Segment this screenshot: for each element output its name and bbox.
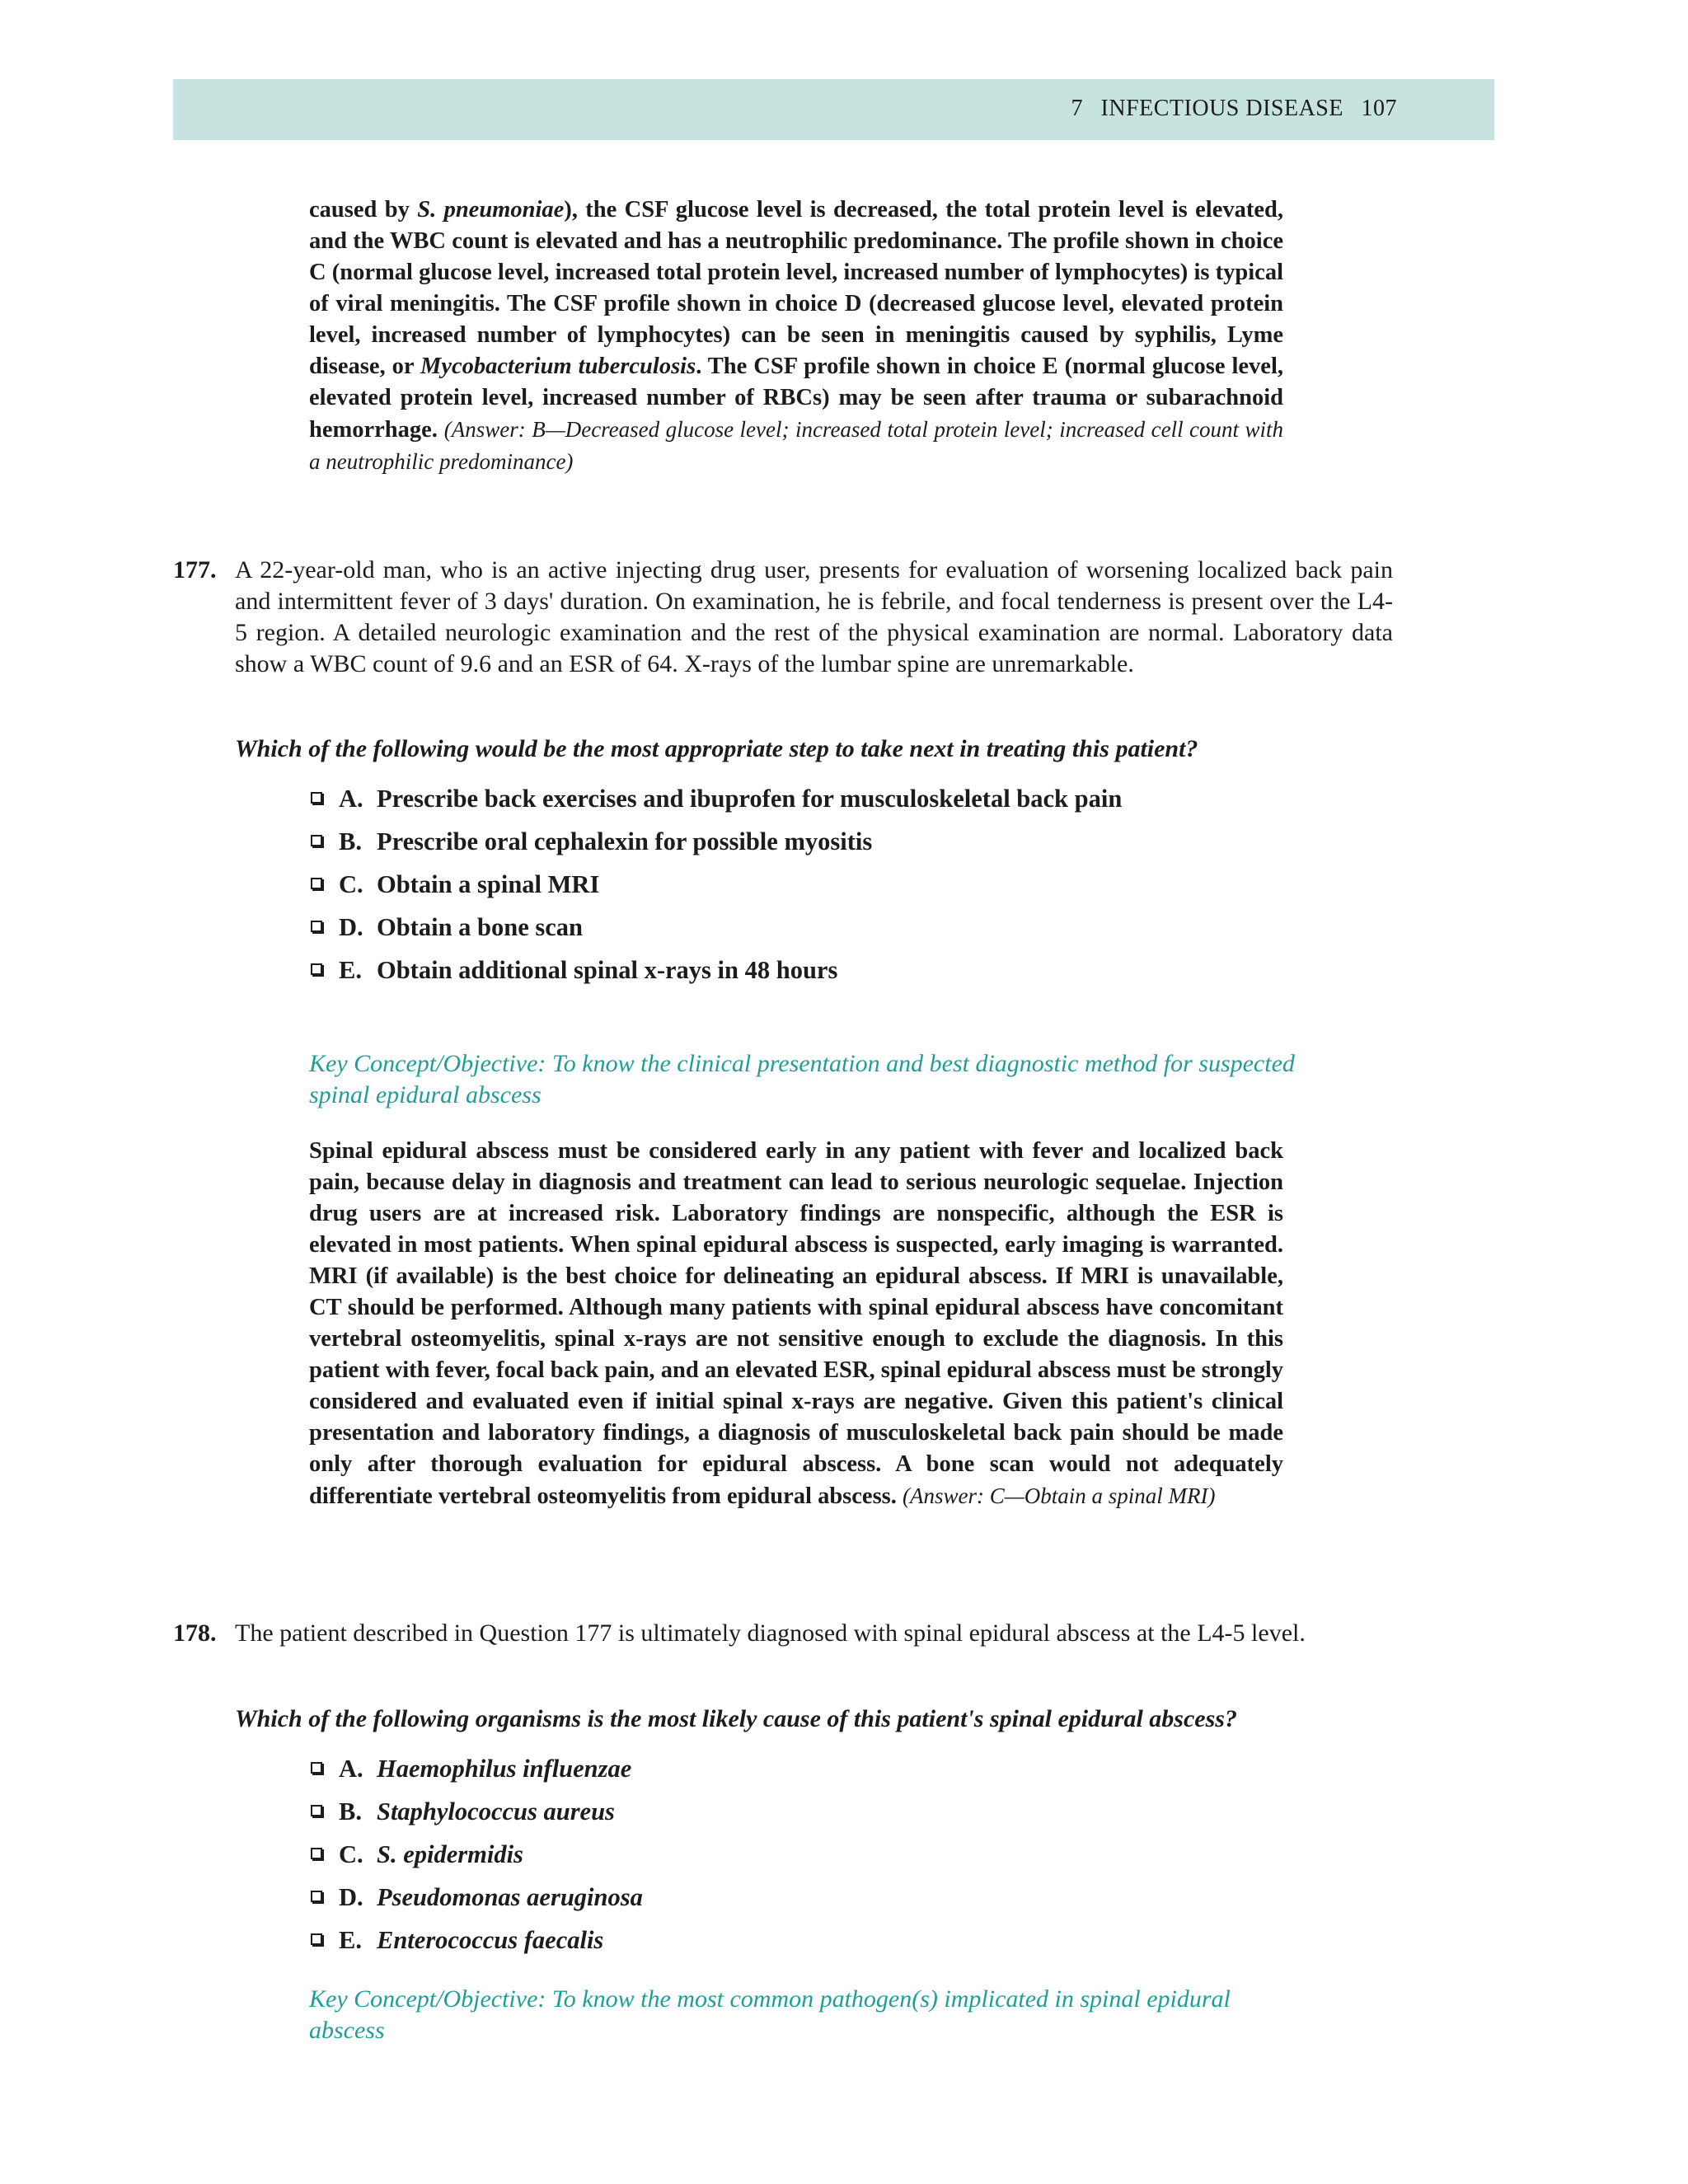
answer-choice-e[interactable]: [309, 1924, 1216, 1956]
page-number: 107: [1361, 96, 1397, 121]
checkbox-icon[interactable]: [311, 921, 322, 932]
header-band: [173, 79, 1494, 140]
choice-letter: E.: [339, 956, 362, 984]
checkbox-icon[interactable]: [311, 1762, 322, 1774]
answer-choice-c[interactable]: [309, 869, 1216, 900]
checkbox-icon[interactable]: [311, 1933, 322, 1945]
question-177-prompt: Which of the following would be the most appropriate step to take next in treating this patient?: [235, 735, 1198, 762]
checkbox-icon[interactable]: [311, 963, 322, 975]
checkbox-icon[interactable]: [311, 1848, 322, 1859]
choice-text: Pseudomonas aeruginosa: [377, 1883, 643, 1911]
key-concept-177: Key Concept/Objective: To know the clinical presentation and best diagnostic method for suspected spinal epidural abscess: [309, 1050, 1295, 1108]
choice-letter: D.: [339, 1883, 363, 1911]
expl-text: ), the CSF glucose level is decreased, the total protein level is elevated, and the WBC count is elevated and has a neutrophilic predominance. The profile shown in choice C (normal glucose level, increased total protein level, increased number of lymphocytes) is typical of viral meningitis. The CSF profile shown in choice D (decreased glucose level, elevated protein level, increased number of lymphocytes) can be seen in meningitis caused by syphilis, Lyme disease, or: [309, 197, 1283, 379]
running-head: [1060, 96, 1397, 122]
expl-text: . The CSF profile shown in choice E (normal glucose level, elevated protein level, increased number of RBCs) may be seen after trauma or subarachnoid hemorrhage.: [309, 354, 1283, 443]
choice-letter: C.: [339, 870, 363, 898]
question-stem: The patient described in Question 177 is ultimately diagnosed with spinal epidural abscess at the L4-5 level.: [235, 1619, 1306, 1647]
checkbox-icon[interactable]: [311, 835, 322, 846]
answer-choice-d[interactable]: [309, 1882, 1216, 1913]
choice-text: Prescribe oral cephalexin for possible myositis: [377, 827, 873, 855]
choice-letter: C.: [339, 1840, 363, 1868]
answer-line: (Answer: C—Obtain a spinal MRI): [903, 1483, 1216, 1508]
choice-letter: A.: [339, 1755, 363, 1783]
checkbox-icon[interactable]: [311, 878, 322, 889]
answer-choice-a[interactable]: [309, 783, 1216, 814]
choice-text: Obtain additional spinal x-rays in 48 hours: [377, 956, 838, 984]
answer-choice-e[interactable]: [309, 954, 1216, 986]
chapter-number: 7: [1071, 96, 1084, 121]
choice-text: Obtain a spinal MRI: [377, 870, 600, 898]
answer-line: (Answer: B—Decreased glucose level; increased total protein level; increased cell count with a neutrophilic predominance): [309, 417, 1284, 474]
choice-text: Obtain a bone scan: [377, 913, 583, 941]
choice-text: Haemophilus influenzae: [377, 1755, 632, 1783]
answer-choice-d[interactable]: [309, 912, 1216, 943]
question-178: [173, 1618, 1393, 1649]
previous-explanation: [309, 194, 1283, 478]
answer-choice-b[interactable]: [309, 826, 1216, 857]
organism-name: Mycobacterium tuberculosis: [420, 354, 696, 379]
question-178-prompt: Which of the following organisms is the most likely cause of this patient's spinal epidural abscess?: [235, 1705, 1237, 1732]
choice-text: S. epidermidis: [377, 1840, 523, 1868]
expl-text: Spinal epidural abscess must be considered early in any patient with fever and localized back pain, because delay in diagnosis and treatment can lead to serious neurologic sequelae. Injection drug users are at increased risk. Laboratory findings are nonspecific, although the ESR is elevated in most patients. When spinal epidural abscess is suspected, early imaging is warranted. MRI (if available) is the best choice for delineating an epidural abscess. If MRI is unavailable, CT should be performed. Although many patients with spinal epidural abscess have concomitant vertebral osteomyelitis, spinal x-rays are not sensitive enough to exclude the diagnosis. In this patient with fever, focal back pain, and an elevated ESR, spinal epidural abscess must be strongly considered and evaluated even if initial spinal x-rays are negative. Given this patient's clinical presentation and laboratory findings, a diagnosis of musculoskeletal back pain should be made only after thorough evaluation for epidural abscess. A bone scan would not adequately differentiate vertebral osteomyelitis from epidural abscess.: [309, 1138, 1283, 1509]
answer-choice-c[interactable]: [309, 1839, 1216, 1870]
question-stem: A 22-year-old man, who is an active injecting drug user, presents for evaluation of worsening localized back pain and intermittent fever of 3 days' duration. On examination, he is febrile, and focal tenderness is present over the L4-5 region. A detailed neurologic examination and the rest of the physical examination are normal. Laboratory data show a WBC count of 9.6 and an ESR of 64. X-rays of the lumbar spine are unremarkable.: [235, 556, 1393, 677]
question-177: [173, 555, 1393, 680]
choice-letter: D.: [339, 913, 363, 941]
checkbox-icon[interactable]: [311, 1891, 322, 1902]
checkbox-icon[interactable]: [311, 792, 322, 804]
chapter-title: INFECTIOUS DISEASE: [1100, 96, 1343, 121]
choice-letter: E.: [339, 1926, 362, 1954]
question-number: 177.: [173, 556, 217, 583]
choice-letter: B.: [339, 827, 362, 855]
answer-choice-a[interactable]: [309, 1753, 1216, 1784]
choice-text: Enterococcus faecalis: [377, 1926, 604, 1954]
key-concept-178: Key Concept/Objective: To know the most common pathogen(s) implicated in spinal epidural abscess: [309, 1985, 1231, 2044]
answer-choice-b[interactable]: [309, 1796, 1216, 1827]
explanation-177: [309, 1136, 1283, 1512]
organism-name: S. pneumoniae: [417, 197, 565, 223]
choice-letter: A.: [339, 785, 363, 813]
choice-letter: B.: [339, 1797, 362, 1825]
question-178-options: [309, 1753, 1216, 1967]
question-177-options: [309, 783, 1216, 997]
choice-text: Staphylococcus aureus: [377, 1797, 615, 1825]
choice-text: Prescribe back exercises and ibuprofen for musculoskeletal back pain: [377, 785, 1123, 813]
expl-text: caused by: [309, 197, 418, 223]
question-number: 178.: [173, 1619, 217, 1647]
checkbox-icon[interactable]: [311, 1805, 322, 1816]
